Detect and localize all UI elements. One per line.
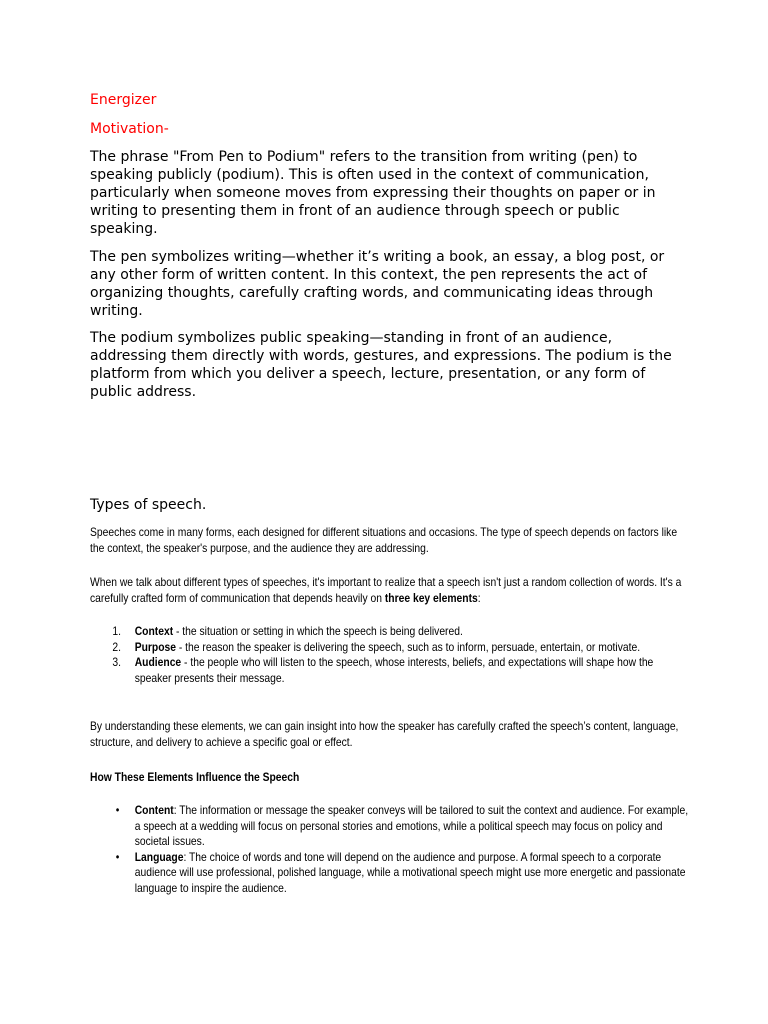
key-elements-text: When we talk about different types of speeches, it's important to realize that a speech isn't just a random collection of words. It's a carefully crafted form of communication that depends heavily on xyxy=(90,575,682,605)
list-item xyxy=(90,640,690,656)
list-text: - the situation or setting in which the speech is being delivered. xyxy=(173,624,463,638)
list-number: 2. xyxy=(112,639,121,654)
key-elements-bold: three key elements xyxy=(384,590,478,605)
bullet-icon: • xyxy=(115,849,120,864)
list-item xyxy=(90,624,690,640)
intro-paragraph-1: The phrase "From Pen to Podium" refers to the transition from writing (pen) to speaking publicly (podium). This is often used in the context of communication, particularly when someone moves from expressing their thoughts on paper or in writing to presenting them in front of an audience through speech or public speaking. xyxy=(90,149,656,237)
list-number: 3. xyxy=(112,655,121,669)
understanding-paragraph: By understanding these elements, we can gain insight into how the speaker has carefully crafted the speech’s content, language, structure, and delivery to achieve a specific goal or effect. xyxy=(90,719,679,749)
key-elements-paragraph xyxy=(90,575,690,606)
key-elements-list xyxy=(90,624,690,686)
key-elements-colon: : xyxy=(477,590,481,605)
influence-heading xyxy=(90,770,690,786)
types-intro-paragraph: Speeches come in many forms, each designed for different situations and occasions. The type of speech depends on factors like the context, the speaker's purpose, and the audience they are addressing. xyxy=(90,525,678,555)
types-of-speech-title: Types of speech. xyxy=(90,497,207,513)
influence-list xyxy=(90,803,690,896)
list-number: 1. xyxy=(112,624,121,638)
list-text: - the reason the speaker is delivering the speech, such as to inform, persuade, entertain, or motivate. xyxy=(176,639,641,654)
list-term: Context xyxy=(134,624,174,638)
list-term: Purpose xyxy=(134,639,177,654)
energizer-heading: Energizer xyxy=(90,92,157,108)
bullet-icon: • xyxy=(115,803,120,817)
list-text: : The information or message the speaker conveys will be tailored to suit the context and audience. For example, a speech at a wedding will focus on personal stories and emotions, while a political speech may focus on policy and societal issues. xyxy=(134,803,689,848)
list-item xyxy=(90,655,690,686)
list-text: : The choice of words and tone will depend on the audience and purpose. A formal speech to a corporate audience will use professional, polished language, while a motivational speech might use more energetic and passionate language to inspire the audience. xyxy=(134,849,686,895)
intro-paragraph-2: The pen symbolizes writing—whether it’s writing a book, an essay, a blog post, or any other form of written content. In this context, the pen represents the act of organizing thoughts, carefully crafting words, and communicating ideas through writing. xyxy=(90,249,665,319)
list-item xyxy=(90,803,690,850)
motivation-heading: Motivation- xyxy=(90,121,169,137)
intro-paragraph-3: The podium symbolizes public speaking—standing in front of an audience, addressing them directly with words, gestures, and expressions. The podium is the platform from which you deliver a speech, lecture, presentation, or any form of public address. xyxy=(90,330,672,400)
list-item xyxy=(90,850,690,897)
list-term: Content xyxy=(134,803,174,817)
list-term: Language xyxy=(134,849,184,864)
list-text: - the people who will listen to the speech, whose interests, beliefs, and expectations will shape how the speaker presents their message. xyxy=(134,655,654,685)
list-term: Audience xyxy=(134,655,182,669)
influence-heading-text: How These Elements Influence the Speech xyxy=(90,770,300,784)
